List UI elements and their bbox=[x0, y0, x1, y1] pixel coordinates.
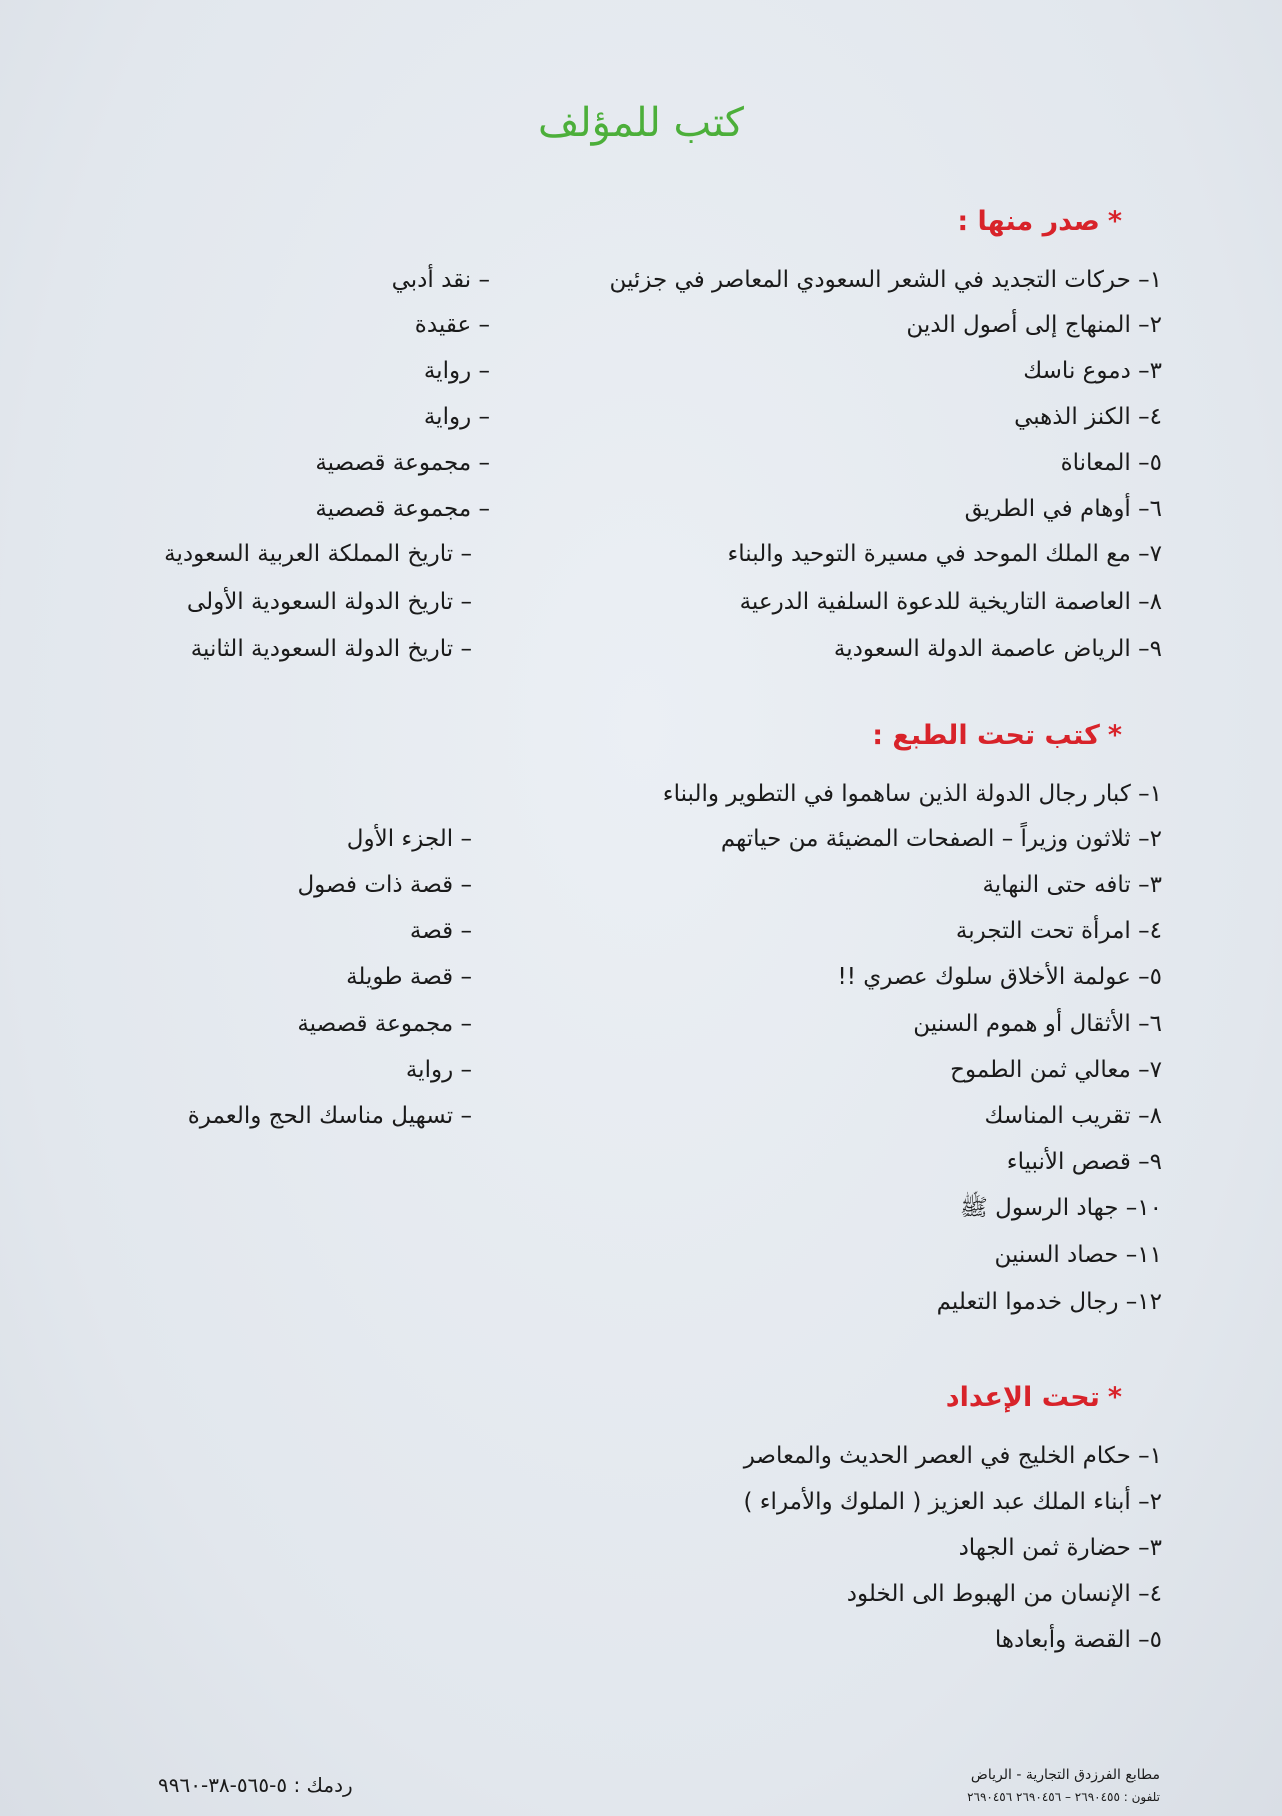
heading-published bbox=[957, 206, 1122, 237]
book-item: ١٠– جهاد الرسول ﷺ bbox=[960, 1195, 1162, 1221]
heading-in-preparation bbox=[946, 1382, 1122, 1413]
book-item: ٣– حضارة ثمن الجهاد bbox=[958, 1535, 1162, 1561]
printer-name: مطابع الفرزدق التجارية - الرياض bbox=[970, 1767, 1160, 1783]
book-item: ٧– معالي ثمن الطموح bbox=[950, 1057, 1162, 1083]
book-category: – قصة bbox=[409, 918, 472, 944]
book-category: – قصة ذات فصول bbox=[297, 872, 472, 898]
book-category: – عقيدة bbox=[414, 312, 490, 338]
book-item: ٢– أبناء الملك عبد العزيز ( الملوك والأمراء ) bbox=[743, 1489, 1162, 1515]
heading-in-preparation-label: تحت الإعداد bbox=[945, 1382, 1100, 1413]
heading-in-print bbox=[872, 720, 1122, 751]
book-item: ٥– عولمة الأخلاق سلوك عصري !! bbox=[837, 964, 1162, 990]
book-item: ١٢– رجال خدموا التعليم bbox=[936, 1289, 1162, 1315]
book-category: – مجموعة قصصية bbox=[315, 496, 490, 522]
book-item: ٦– الأثقال أو هموم السنين bbox=[913, 1011, 1162, 1037]
book-item: ١١– حصاد السنين bbox=[994, 1242, 1162, 1268]
book-item: ٩– قصص الأنبياء bbox=[1006, 1149, 1162, 1175]
star-bullet: * bbox=[1107, 720, 1122, 751]
book-item: ٤– امرأة تحت التجربة bbox=[955, 918, 1162, 944]
book-category: – تاريخ المملكة العربية السعودية bbox=[164, 541, 472, 567]
book-category: – قصة طويلة bbox=[346, 964, 472, 990]
book-item: ٥– المعاناة bbox=[1060, 450, 1162, 476]
book-category: – تاريخ الدولة السعودية الثانية bbox=[190, 636, 472, 662]
book-item: ١– كبار رجال الدولة الذين ساهموا في التطوير والبناء bbox=[662, 781, 1162, 807]
book-item: ١– حركات التجديد في الشعر السعودي المعاصر في جزئين bbox=[609, 267, 1162, 293]
book-item: ٤– الإنسان من الهبوط الى الخلود bbox=[846, 1581, 1162, 1607]
page-title: كتب للمؤلف bbox=[538, 100, 744, 146]
book-category: – مجموعة قصصية bbox=[315, 450, 490, 476]
book-item: ٨– تقريب المناسك bbox=[984, 1103, 1162, 1129]
star-bullet: * bbox=[1107, 1382, 1122, 1413]
book-category: – رواية bbox=[423, 404, 490, 430]
book-item: ١– حكام الخليج في العصر الحديث والمعاصر bbox=[743, 1443, 1162, 1469]
book-item: ٧– مع الملك الموحد في مسيرة التوحيد والبناء bbox=[727, 541, 1162, 567]
isbn: ردمك : ٥-٥٦٥-٣٨-٩٩٦٠ bbox=[158, 1773, 353, 1797]
book-category: – نقد أدبي bbox=[391, 267, 490, 293]
book-category: – الجزء الأول bbox=[346, 826, 472, 852]
book-item: ٣– دموع ناسك bbox=[1023, 358, 1162, 384]
book-category: – رواية bbox=[405, 1057, 472, 1083]
book-item: ٢– ثلاثون وزيراً – الصفحات المضيئة من حياتهم bbox=[720, 826, 1162, 852]
book-item: ٤– الكنز الذهبي bbox=[1014, 404, 1162, 430]
star-bullet: * bbox=[1107, 206, 1122, 237]
book-item: ٣– تافه حتى النهاية bbox=[982, 872, 1162, 898]
book-item: ٥– القصة وأبعادها bbox=[994, 1627, 1162, 1653]
heading-published-label: صدر منها : bbox=[957, 206, 1100, 237]
book-category: – مجموعة قصصية bbox=[297, 1011, 472, 1037]
book-item: ٨– العاصمة التاريخية للدعوة السلفية الدرعية bbox=[739, 589, 1162, 615]
heading-in-print-label: كتب تحت الطبع : bbox=[872, 720, 1100, 751]
printer-phone: تلفون : ٢٦٩٠٤٥٥ – ٢٦٩٠٤٥٦ ٢٦٩٠٤٥٦ bbox=[967, 1790, 1160, 1804]
book-item: ٩– الرياض عاصمة الدولة السعودية bbox=[833, 636, 1162, 662]
book-category: – تسهيل مناسك الحج والعمرة bbox=[187, 1103, 472, 1129]
book-item: ٦– أوهام في الطريق bbox=[964, 496, 1162, 522]
book-item: ٢– المنهاج إلى أصول الدين bbox=[906, 312, 1162, 338]
book-category: – رواية bbox=[423, 358, 490, 384]
book-category: – تاريخ الدولة السعودية الأولى bbox=[186, 589, 472, 615]
